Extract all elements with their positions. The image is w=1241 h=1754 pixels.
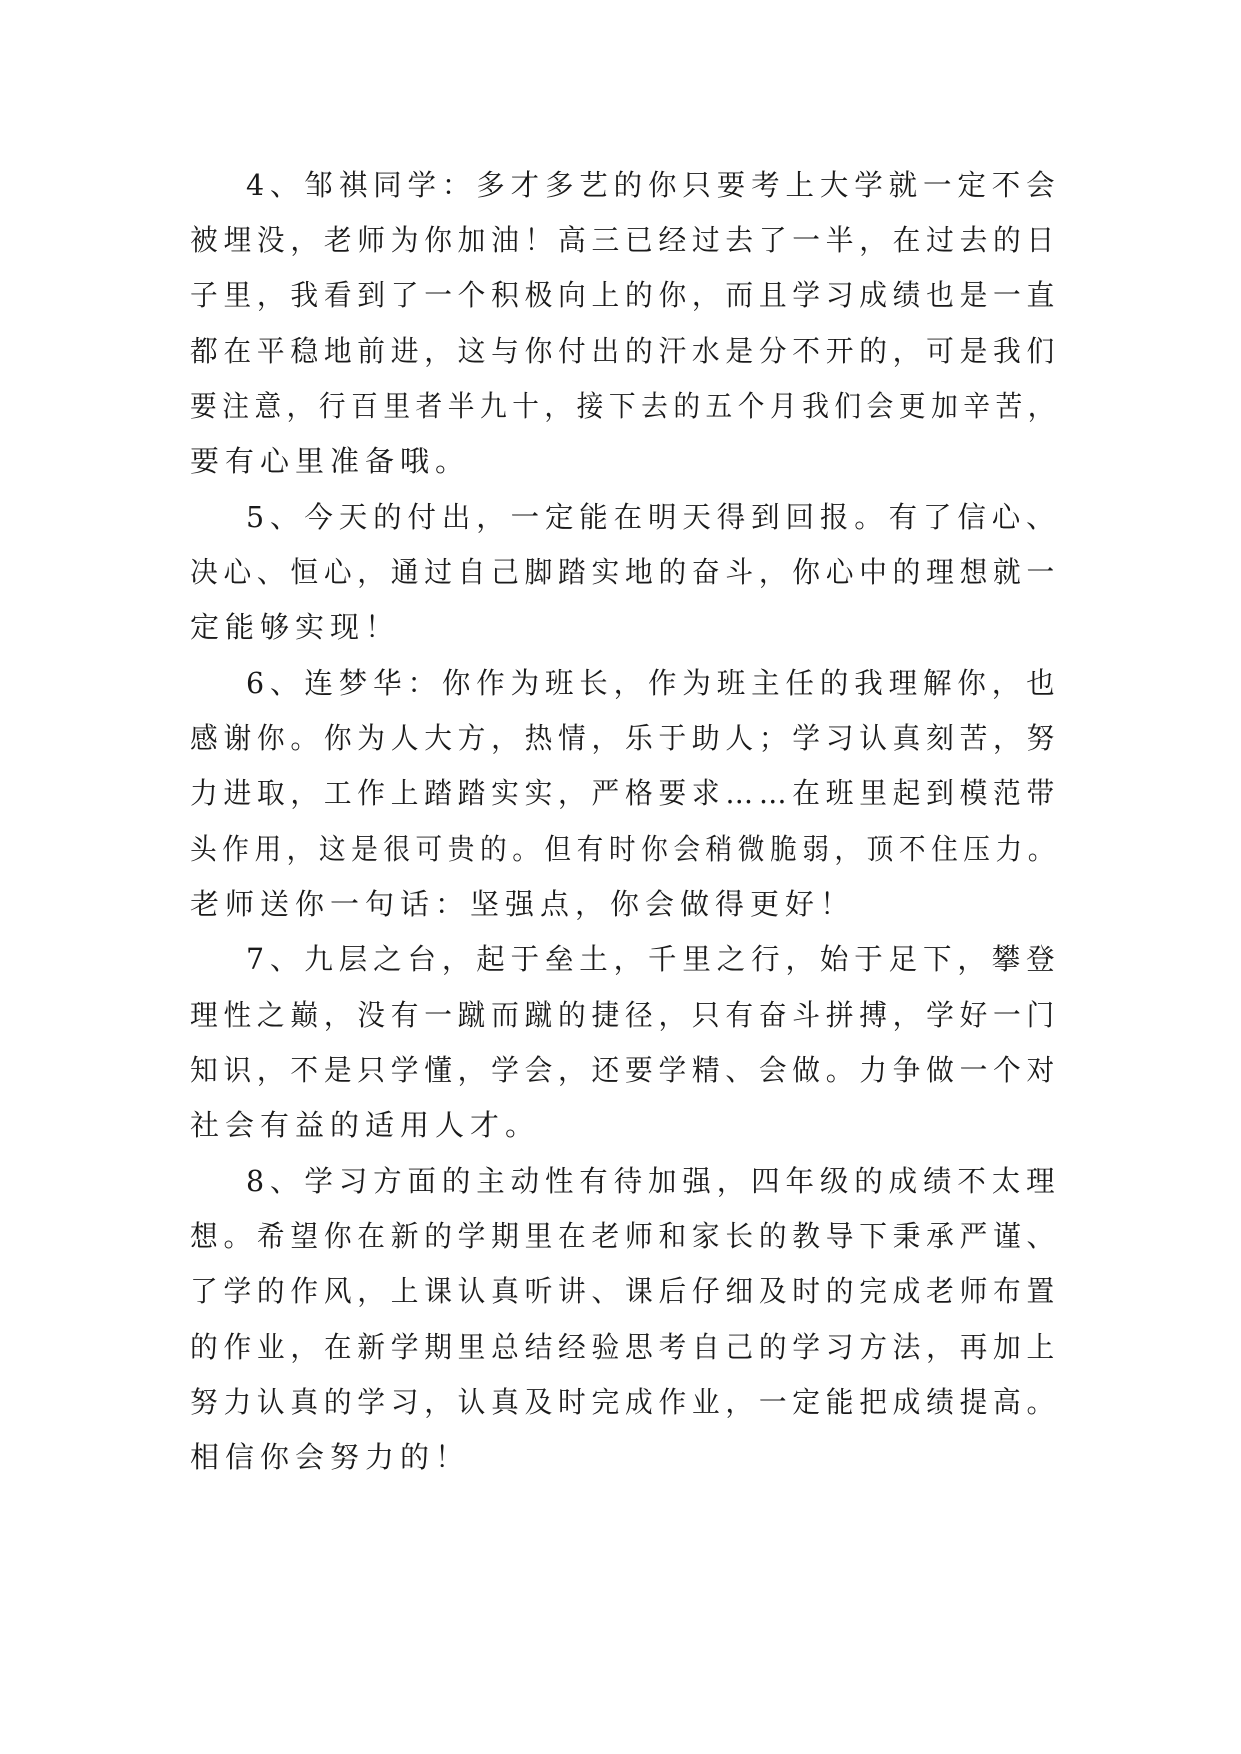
text-line: 要有心里准备哦。 (190, 444, 471, 478)
text-line: 老师送你一句话：坚强点，你会做得更好！ (190, 887, 856, 921)
text-line: 4、邹祺同学：多才多艺的你只要考上大学就一定不会 (246, 168, 1061, 202)
text-line: 6、连梦华：你作为班长，作为班主任的我理解你，也 (246, 666, 1061, 700)
text-line: 了学的作风，上课认真听讲、课后仔细及时的完成老师布置 (190, 1274, 1060, 1308)
text-line: 定能够实现！ (190, 610, 401, 644)
text-line: 的作业，在新学期里总结经验思考自己的学习方法，再加上 (190, 1330, 1060, 1364)
text-line: 决心、恒心，通过自己脚踏实地的奋斗，你心中的理想就一 (190, 555, 1060, 589)
text-line: 8、学习方面的主动性有待加强，四年级的成绩不太理 (246, 1164, 1061, 1198)
text-line: 相信你会努力的！ (190, 1440, 471, 1474)
text-line: 力进取，工作上踏踏实实，严格要求……在班里起到模范带 (190, 776, 1060, 810)
text-line: 5、今天的付出，一定能在明天得到回报。有了信心、 (246, 500, 1061, 534)
text-line: 感谢你。你为人大方，热情，乐于助人；学习认真刻苦，努 (190, 721, 1060, 755)
text-line: 子里，我看到了一个积极向上的你，而且学习成绩也是一直 (190, 278, 1060, 312)
text-line: 被埋没，老师为你加油！高三已经过去了一半，在过去的日 (190, 223, 1060, 257)
text-line: 要注意，行百里者半九十，接下去的五个月我们会更加辛苦， (190, 389, 1060, 423)
text-line: 想。希望你在新的学期里在老师和家长的教导下秉承严谨、 (190, 1219, 1060, 1253)
text-line: 头作用，这是很可贵的。但有时你会稍微脆弱，顶不住压力。 (190, 832, 1060, 866)
text-line: 努力认真的学习，认真及时完成作业，一定能把成绩提高。 (190, 1385, 1060, 1419)
text-line: 7、九层之台，起于垒土，千里之行，始于足下，攀登 (246, 942, 1061, 976)
text-line: 理性之巅，没有一蹴而蹴的捷径，只有奋斗拼搏，学好一门 (190, 998, 1060, 1032)
text-line: 社会有益的适用人才。 (190, 1108, 541, 1142)
text-line: 都在平稳地前进，这与你付出的汗水是分不开的，可是我们 (190, 334, 1060, 368)
text-line: 知识，不是只学懂，学会，还要学精、会做。力争做一个对 (190, 1053, 1060, 1087)
